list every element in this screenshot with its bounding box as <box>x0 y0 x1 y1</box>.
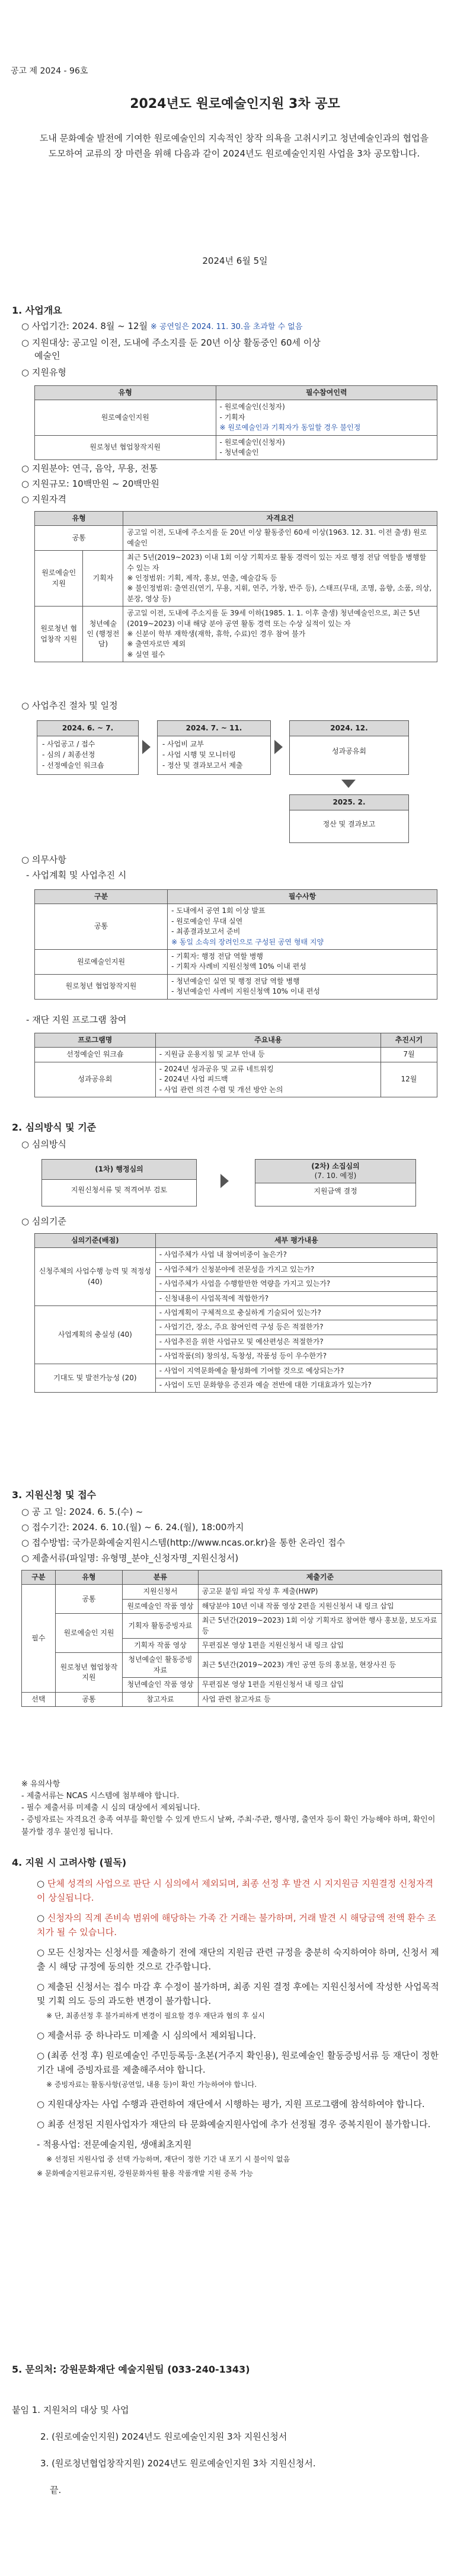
consideration-item: ○ (최종 선정 후) 원로예술인 주민등록등·초본(거주지 확인용), 원로예술인 활동증빙서류 등 재단이 정한 기간 내에 증빙자료를 제출해주셔야 합니다. ※ 증빙자료는 활동사항(공연일, 내용 등)이 확인 가능하여야 합니다. <box>37 2050 439 2089</box>
consideration-item: ○ 단체 성격의 사업으로 판단 시 심의에서 제외되며, 최종 선정 후 발견 시 지지원금 지원결정 신청자격이 상실됩니다. <box>37 1878 433 1903</box>
consideration-item: ○ 최종 선정된 지원사업자가 재단의 타 문화예술지원사업에 추가 선정될 경우 중복지원이 불가합니다. <box>37 2119 431 2130</box>
remark-line: - 증빙자료는 자격요건 충족 여부를 확인할 수 있게 반드시 날짜, 주최·주관, 행사명, 출연자 등이 확인 가능해야 하며, 확인이 불가할 경우 불인정 됩니다. <box>21 1815 436 1837</box>
consideration-text: 최종 선정된 지원사업자가 재단의 타 문화예술지원사업에 추가 선정될 경우 중복지원이 불가합니다. <box>47 2119 431 2130</box>
table-row <box>35 1062 437 1097</box>
section-2-heading: 2. 심의방식 및 기준 <box>12 1122 97 1133</box>
flow-date: 2025. 2. <box>290 795 408 810</box>
consideration-item: ○ 제출된 신청서는 접수 마감 후 수정이 불가하며, 최종 지원 결정 후에는 지원신청서에 작성한 사업목적 및 기획 의도 등의 과도한 변경이 불가합니다. ※ 단, 최종선정 후 불가피하게 변경이 필요할 경우 재단과 협의 후 실시 <box>37 1981 439 2020</box>
duty-item: - 청년예술인 사례비 지원신청액 10% 이내 편성 <box>171 987 321 996</box>
table-cell: - 사업작품(의) 창의성, 독창성, 작품성 등이 우수한가? <box>155 1349 437 1364</box>
consideration-text: 모든 신청자는 신청서를 제출하기 전에 재단의 지원금 관련 규정을 충분히 숙지하여야 하며, 신청서 제출 시 해당 규정에 동의한 것으로 간주합니다. <box>37 1947 439 1972</box>
table-cell: 필수 <box>22 1585 56 1692</box>
prog-header-name: 프로그램명 <box>35 1033 156 1048</box>
table-row <box>22 1585 442 1599</box>
qual-header-req: 자격요건 <box>123 512 437 526</box>
post-line: ○ 공 고 일: 2024. 6. 5.(수) ~ <box>21 1506 143 1517</box>
table-row <box>35 526 437 551</box>
section-1-heading: 1. 사업개요 <box>12 305 62 316</box>
types-title-line: ○ 지원유형 <box>21 367 66 378</box>
req-note: ※ 원로예술인과 기획자가 동일할 경우 불인정 <box>219 423 361 432</box>
criteria-title-line: ○ 심의기준 <box>21 1216 66 1227</box>
table-row <box>35 400 437 435</box>
table-cell: 기획자 활동증빙자료 <box>123 1614 199 1639</box>
docs-header-g: 구분 <box>22 1571 56 1585</box>
table-cell: - 사업주체가 사업 내 참여비중이 높은가? <box>155 1248 437 1262</box>
table-cell: 사업계획의 충실성 (40) <box>35 1305 156 1364</box>
table-row <box>35 551 437 607</box>
table-cell: 7월 <box>381 1048 437 1062</box>
page-title: 2024년도 원로예술인지원 3차 공모 <box>130 97 340 111</box>
consideration-item: ○ 제출서류 중 하나라도 미제출 시 심의에서 제외됩니다. <box>37 2030 257 2041</box>
review-stage-2 <box>255 1159 416 1206</box>
table-row <box>22 1653 442 1678</box>
table-cell: - 사업기간, 장소, 주요 참여인력 구성 등은 적절한가? <box>155 1320 437 1335</box>
attach-lead: 붙임 1. 지원처의 대상 및 사업 <box>12 2405 129 2415</box>
consideration-text: 적용사업: 전문예술지원, 생애최초지원 <box>43 2139 192 2150</box>
flow-step-4 <box>289 794 409 843</box>
qual-title-line: ○ 지원자격 <box>21 494 66 505</box>
stage-date: (7. 10. 예정) <box>314 1171 357 1180</box>
flow-date: 2024. 12. <box>290 721 408 736</box>
table-cell: 공통 <box>35 526 123 551</box>
table-cell: 공고일 이전, 도내에 주소지를 둔 39세 이하(1985. 1. 1. 이후 출생) 청년예술인으로, 최근 5년(2019~2023) 이내 해당 분야 공연 활동 경력 또는 수상 실적이 있는 자 ※ 신분이 학부 재학생(재학, 휴학, 수료)인 경우 참여 불가 ※ 출연자로만 제외 ※ 실연 필수 <box>123 607 437 662</box>
table-cell: 지원신청서 <box>123 1585 199 1599</box>
consideration-note: ※ 단, 최종선정 후 불가피하게 변경이 필요할 경우 재단과 협의 후 실시 <box>46 2012 265 2020</box>
flow-date: 2024. 7. ~ 11. <box>158 721 270 736</box>
table-cell: 공통 <box>35 904 168 950</box>
table-cell: 기대도 및 발전가능성 (20) <box>35 1364 156 1393</box>
table-cell: - 사업계획이 구체적으로 충실하게 기술되어 있는가? <box>155 1305 437 1320</box>
duty-header-v: 필수사항 <box>168 890 437 904</box>
stage-head <box>255 1160 415 1183</box>
table-cell: 공고일 이전, 도내에 주소지를 둔 20년 이상 활동중인 60세 이상(1963. 12. 31. 이전 출생) 원로예술인 <box>123 526 437 551</box>
table-cell <box>168 904 437 950</box>
table-cell: 선정예술인 워크숍 <box>35 1048 156 1062</box>
period-label: 사업기간: 2024. 8월 ~ 12월 <box>31 321 148 331</box>
table-cell <box>216 400 437 435</box>
table-cell <box>168 974 437 999</box>
docs-header-t: 유형 <box>55 1571 122 1585</box>
prog-item: - 2024년 성과공유 및 교류 네트워킹 <box>159 1064 274 1073</box>
consideration-text: 신청자의 직계 존비속 범위에 해당하는 가족 간 거래는 불가하며, 거래 발견 시 해당금액 전액 환수 조치가 될 수 있습니다. <box>37 1913 436 1937</box>
prog-item: - 2024년 사업 피드백 <box>159 1075 228 1084</box>
table-cell: - 사업주체가 신청분야에 전문성을 가지고 있는가? <box>155 1262 437 1276</box>
consideration-item: ○ 모든 신청자는 신청서를 제출하기 전에 재단의 지원금 관련 규정을 충분히 숙지하여야 하며, 신청서 제출 시 해당 규정에 동의한 것으로 간주합니다. <box>37 1947 439 1972</box>
stage-title: (1차) 행정심의 <box>42 1160 196 1180</box>
flow-title: 사업추진 절차 및 일정 <box>31 700 118 711</box>
flow-item: 정산 및 결과보고 <box>322 820 376 829</box>
stage-body: 지원신청서류 및 적격여부 검토 <box>71 1186 168 1195</box>
period-note: ※ 공연일은 2024. 11. 30.을 초과할 수 없음 <box>150 323 303 331</box>
table-cell: 공통 <box>55 1585 122 1614</box>
method-title-line: ○ 심의방식 <box>21 1139 66 1150</box>
flow-date: 2024. 6. ~ 7. <box>37 721 138 736</box>
table-cell: 공고문 붙임 파일 작성 후 제출(HWP) <box>198 1585 442 1599</box>
table-cell <box>216 435 437 460</box>
duty-table <box>34 889 437 1000</box>
table-cell: 원로예술인지원 <box>35 400 216 435</box>
remark-line: - 필수 제출서류 미제출 시 심의 대상에서 제외됩니다. <box>21 1803 200 1813</box>
flow-item: - 심의 / 최종선정 <box>42 751 95 759</box>
table-cell: 원로청년 협업창작지원 <box>35 974 168 999</box>
docs-header-d: 제출기준 <box>198 1571 442 1585</box>
table-row <box>35 1364 437 1378</box>
types-header-type: 유형 <box>35 386 216 400</box>
req-item: - 원로예술인(신청자) <box>219 438 285 446</box>
table-cell: - 사업이 도민 문화향유 증진과 예술 전반에 대한 기대효과가 있는가? <box>155 1378 437 1392</box>
target-text: 지원대상: 공고일 이전, 도내에 주소지를 둔 20년 이상 활동중인 60세 이상 <box>31 337 321 348</box>
table-row <box>35 949 437 974</box>
stage-title: (2차) 소집심의 <box>311 1162 360 1170</box>
remark-line: - 제출서류는 NCAS 시스템에 첨부해야 합니다. <box>21 1792 180 1801</box>
flow-item: - 선정예술인 워크숍 <box>42 761 104 770</box>
prog-header-time: 추진시기 <box>381 1033 437 1048</box>
flow-step-1 <box>37 720 139 775</box>
flow-item: - 정산 및 결과보고서 제출 <box>162 761 243 770</box>
duty-title-line: ○ 의무사항 <box>21 854 66 865</box>
criteria-header-v: 세부 평가내용 <box>155 1234 437 1248</box>
table-row <box>35 1048 437 1062</box>
consideration-note: ※ 선정된 지원사업 중 선택 가능하며, 재단이 정한 기간 내 포기 시 불이익 없음 ※ 문화예술지원교류지원, 강원문화자원 활용 작품개발 지원 중복 가능 <box>37 2155 290 2178</box>
table-cell: 선택 <box>22 1692 56 1706</box>
method-title: 심의방식 <box>31 1139 66 1150</box>
table-cell: 원로예술인 작품 영상 <box>123 1599 199 1613</box>
prog-sub: 재단 지원 프로그램 참여 <box>32 1014 127 1025</box>
consideration-item: ○ 신청자의 직계 존비속 범위에 해당하는 가족 간 거래는 불가하며, 거래 발견 시 해당금액 전액 환수 조치가 될 수 있습니다. <box>37 1913 436 1937</box>
consideration-text: 단체 성격의 사업으로 판단 시 심의에서 제외되며, 최종 선정 후 발견 시 지지원금 지원결정 신청자격이 상실됩니다. <box>37 1878 433 1903</box>
table-row <box>22 1614 442 1639</box>
table-cell: 무편집본 영상 1편을 지원신청서 내 링크 삽입 <box>198 1638 442 1652</box>
table-cell: 원로예술인 지원 <box>55 1614 122 1653</box>
duty-sub: 사업계획 및 사업추진 시 <box>32 870 127 880</box>
table-cell: 성과공유회 <box>35 1062 156 1097</box>
table-row <box>35 435 437 460</box>
section-3-heading: 3. 지원신청 및 접수 <box>12 1489 97 1501</box>
table-row <box>35 1305 437 1320</box>
docs-line: ○ 제출서류(파일명: 유형명_분야_신청자명_지원신청서) <box>21 1553 239 1563</box>
receipt-text: 접수기간: 2024. 6. 10.(월) ~ 6. 24.(월), 18:00까지 <box>31 1522 244 1533</box>
table-cell: 청년예술인 (행정전담) <box>83 607 123 662</box>
table-cell: 최근 5년간(2019~2023) 개인 공연 등의 홍보물, 현장사진 등 <box>198 1653 442 1678</box>
field-line: ○ 지원분야: 연극, 음악, 무용, 전통 <box>21 463 158 474</box>
consideration-text: (최종 선정 후) 원로예술인 주민등록등·초본(거주지 확인용), 원로예술인 활동증빙서류 등 재단이 정한 기간 내에 증빙자료를 제출해주셔야 합니다. <box>37 2050 439 2075</box>
table-cell: 최근 5년(2019~2023) 이내 1회 이상 기획자로 활동 경력이 있는 자로 행정 전담 역할을 병행할 수 있는 자 ※ 인정범위: 기획, 제작, 홍보, 연출, 예술감독 등 ※ 불인정범위: 출연진(연기, 무용, 지휘, 연주, 가창, 반주 등), 스태프(무대, 조명, 음향, 소품, 의상, 분장, 영상 등) <box>123 551 437 607</box>
field-text: 지원분야: 연극, 음악, 무용, 전통 <box>31 463 158 474</box>
table-cell: 원로청년 협업창작지원 <box>35 435 216 460</box>
method-text: 접수방법: 국가문화예술지원시스템(http://www.ncas.or.kr)을 통한 온라인 접수 <box>31 1537 346 1548</box>
duty-item: - 기획자: 행정 전담 역할 병행 <box>171 952 264 960</box>
req-item: - 원로예술인(신청자) <box>219 403 285 411</box>
table-cell: 원로청년 협업창작지원 <box>55 1653 122 1692</box>
qual-title: 지원자격 <box>31 494 66 505</box>
table-cell: 원로예술인지원 <box>35 949 168 974</box>
notice-number: 공고 제 2024 - 96호 <box>11 66 88 76</box>
duty-item: - 최종결과보고서 준비 <box>171 927 241 936</box>
table-cell: 해당분야 10년 이내 작품 영상 2편을 지원신청서 내 링크 삽입 <box>198 1599 442 1613</box>
duty-item: - 도내에서 공연 1회 이상 발표 <box>171 906 266 915</box>
consideration-note: ※ 증빙자료는 활동사항(공연일, 내용 등)이 확인 가능하여야 합니다. <box>46 2080 257 2089</box>
target-line: ○ 지원대상: 공고일 이전, 도내에 주소지를 둔 20년 이상 활동중인 60세 이상 <box>21 337 321 348</box>
table-cell: 최근 5년간(2019~2023) 1회 이상 기획자로 참여한 행사 홍보물, 보도자료 등 <box>198 1614 442 1639</box>
flow-item: 성과공유회 <box>332 747 366 756</box>
receipt-line: ○ 접수기간: 2024. 6. 10.(월) ~ 6. 24.(월), 18:00까지 <box>21 1522 244 1533</box>
program-table <box>34 1033 437 1097</box>
review-stage-1 <box>41 1159 197 1206</box>
table-cell: 참고자료 <box>123 1692 199 1706</box>
duty-item: - 기획자 사례비 지원신청액 10% 이내 편성 <box>171 962 306 971</box>
table-cell: 원로예술인 지원 <box>35 551 83 607</box>
docs-text: 제출서류(파일명: 유형명_분야_신청자명_지원신청서) <box>31 1553 239 1563</box>
table-cell: 청년예술인 작품 영상 <box>123 1678 199 1692</box>
intro-paragraph: 도내 문화예술 발전에 기여한 원로예술인의 지속적인 창작 의욕을 고취시키고 청년예술인과의 협업을 도모하여 교류의 장 마련을 위해 다음과 같이 2024년도 원로예술인지원 사업을 3차 공모합니다. <box>39 133 429 159</box>
consideration-text: 지원대상자는 사업 수행과 관련하여 재단에서 시행하는 평가, 지원 프로그램에 참석하여야 합니다. <box>47 2099 425 2109</box>
period-line: ○ 사업기간: 2024. 8월 ~ 12월 ※ 공연일은 2024. 11. 30.을 초과할 수 없음 <box>21 321 303 331</box>
table-cell: 사업 관련 참고자료 등 <box>198 1692 442 1706</box>
section-5-heading: 5. 문의처: 강원문화재단 예술지원팀 (033-240-1343) <box>12 2364 250 2375</box>
table-cell: - 사업추진을 위한 사업규모 및 예산편성은 적절한가? <box>155 1335 437 1349</box>
scale-line: ○ 지원규모: 10백만원 ~ 20백만원 <box>21 478 159 489</box>
criteria-title: 심의기준 <box>31 1216 66 1227</box>
table-row <box>35 1248 437 1262</box>
qual-table <box>34 511 437 662</box>
types-table <box>34 385 437 460</box>
prog-item: - 지원금 운용지침 및 교부 안내 등 <box>159 1050 265 1059</box>
consideration-text: 제출서류 중 하나라도 미제출 시 심의에서 제외됩니다. <box>47 2030 257 2041</box>
types-header-req: 필수참여인력 <box>216 386 437 400</box>
attach-item-3: 3. (원로청년협업창작지원) 2024년도 원로예술인지원 3차 지원신청서. <box>40 2458 316 2469</box>
arrow-down-icon <box>341 780 356 788</box>
attach-end: 끝. <box>50 2485 62 2495</box>
table-cell: 기획자 <box>83 551 123 607</box>
docs-header-c: 분류 <box>123 1571 199 1585</box>
arrow-right-icon <box>274 740 283 754</box>
flow-step-3 <box>289 720 409 775</box>
section-4-title: 4. 지원 시 고려사항 (필독) <box>12 1857 127 1868</box>
target-text-2: 예술인 <box>34 350 60 361</box>
table-cell: 12월 <box>381 1062 437 1097</box>
flow-step-2 <box>157 720 271 775</box>
table-cell: 공통 <box>55 1692 122 1706</box>
post-text: 공 고 일: 2024. 6. 5.(수) ~ <box>31 1506 143 1517</box>
prog-item: - 사업 관련 의견 수렴 및 개선 방안 논의 <box>159 1085 283 1094</box>
table-cell: 무편집본 영상 1편을 지원신청서 내 링크 삽입 <box>198 1678 442 1692</box>
prog-header-content: 주요내용 <box>155 1033 381 1048</box>
criteria-header-k: 심의기준(배점) <box>35 1234 156 1248</box>
table-cell: - 사업주체가 사업을 수행할만한 역량을 가지고 있는가? <box>155 1277 437 1291</box>
consideration-item: - 적용사업: 전문예술지원, 생애최초지원 ※ 선정된 지원사업 중 선택 가능하며, 재단이 정한 기간 내 포기 시 불이익 없음 ※ 문화예술지원교류지원, 강원문화자원 활용 작품개발 지원 중복 가능 <box>37 2139 290 2178</box>
duty-header-k: 구분 <box>35 890 168 904</box>
duty-note: ※ 동일 소속의 장려인으로 구성된 공연 형태 지양 <box>171 937 324 946</box>
prog-sub-line: - 재단 지원 프로그램 참여 <box>26 1014 127 1025</box>
consideration-item: ○ 지원대상자는 사업 수행과 관련하여 재단에서 시행하는 평가, 지원 프로그램에 참석하여야 합니다. <box>37 2099 425 2109</box>
table-cell: 청년예술인 활동증빙자료 <box>123 1653 199 1678</box>
qual-header-type: 유형 <box>35 512 123 526</box>
flow-item: - 사업비 교부 <box>162 740 204 749</box>
flow-title-line: ○ 사업추진 절차 및 일정 <box>21 700 118 711</box>
section-4-heading <box>12 1856 126 1869</box>
table-row <box>35 974 437 999</box>
table-cell: - 사업이 지역문화예술 활성화에 기여할 것으로 예상되는가? <box>155 1364 437 1378</box>
table-cell <box>155 1048 381 1062</box>
req-item: - 기획자 <box>219 413 245 422</box>
duty-item: - 원로예술인 무대 실연 <box>171 917 243 925</box>
table-row <box>22 1692 442 1706</box>
docs-remarks <box>21 1779 442 1838</box>
docs-table <box>21 1570 442 1707</box>
req-item: - 청년예술인 <box>219 448 259 457</box>
table-row <box>35 904 437 950</box>
table-cell: 신청주체의 사업수행 능력 및 적정성 (40) <box>35 1248 156 1306</box>
arrow-right-icon <box>142 740 151 754</box>
scale-text: 지원규모: 10백만원 ~ 20백만원 <box>31 478 159 489</box>
table-cell: 원로청년 협업창작 지원 <box>35 607 83 662</box>
table-cell: 기획자 작품 영상 <box>123 1638 199 1652</box>
duty-title: 의무사항 <box>31 854 66 865</box>
duty-item: - 청년예술인 실연 및 행정 전담 역할 병행 <box>171 976 300 985</box>
flow-item: - 사업공고 / 접수 <box>42 740 95 749</box>
announcement-date: 2024년 6월 5일 <box>202 256 268 266</box>
table-row <box>35 607 437 662</box>
considerations-list <box>37 1876 440 2186</box>
types-title: 지원유형 <box>31 367 66 378</box>
attach-item-2: 2. (원로예술인지원) 2024년도 원로예술인지원 3차 지원신청서 <box>40 2431 287 2442</box>
remark-line: ※ 유의사항 <box>21 1780 60 1789</box>
table-cell: - 신청내용이 사업목적에 적합한가? <box>155 1291 437 1305</box>
criteria-table <box>34 1233 437 1393</box>
table-cell <box>168 949 437 974</box>
flow-item: - 사업 시행 및 모니터링 <box>162 751 236 759</box>
method-line: ○ 접수방법: 국가문화예술지원시스템(http://www.ncas.or.kr)을 통한 온라인 접수 <box>21 1537 346 1548</box>
arrow-right-icon <box>220 1174 229 1188</box>
stage-body: 지원금액 결정 <box>314 1187 357 1196</box>
table-cell <box>155 1062 381 1097</box>
duty-sub-line: - 사업계획 및 사업추진 시 <box>26 870 127 880</box>
consideration-text: 제출된 신청서는 접수 마감 후 수정이 불가하며, 최종 지원 결정 후에는 지원신청서에 작성한 사업목적 및 기획 의도 등의 과도한 변경이 불가합니다. <box>37 1981 439 2006</box>
